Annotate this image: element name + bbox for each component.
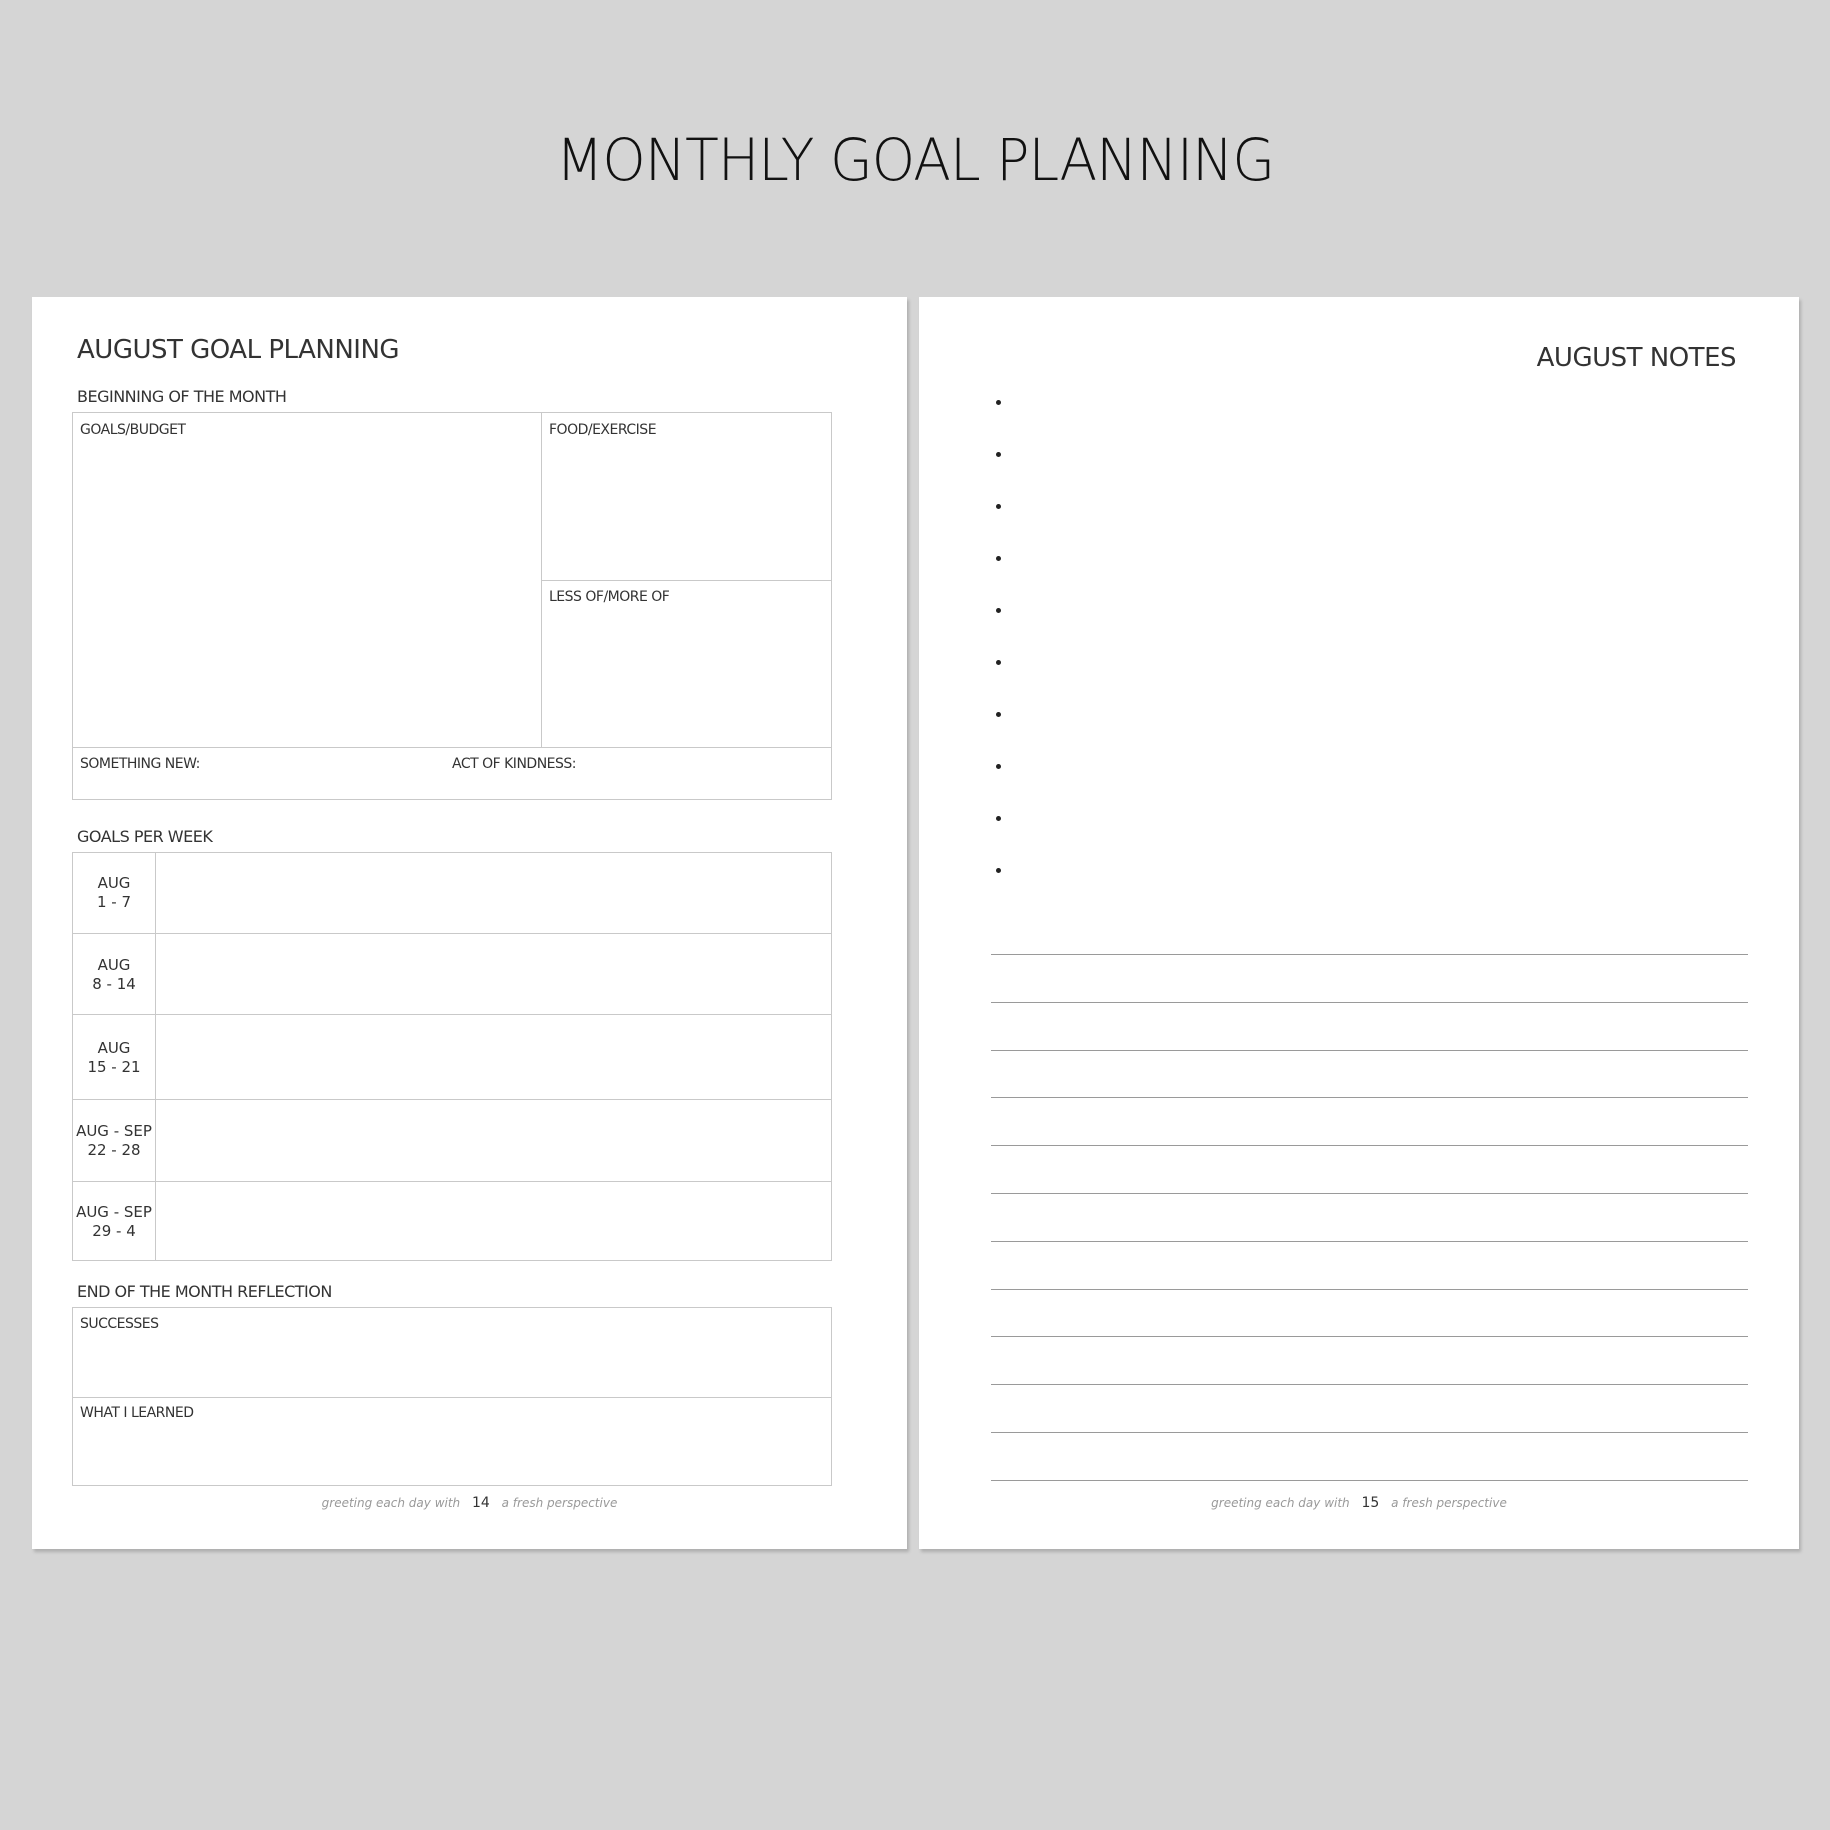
beginning-section-label: BEGINNING OF THE MONTH (77, 387, 287, 406)
reflection-divider (73, 1397, 831, 1398)
page-number: 15 (1361, 1495, 1380, 1511)
week-month: AUG (97, 874, 131, 892)
table-row (73, 1014, 831, 1100)
page-title: AUGUST GOAL PLANNING (77, 335, 400, 365)
note-line (991, 954, 1748, 955)
notes-title: AUGUST NOTES (1536, 343, 1736, 373)
bullet-point (996, 556, 1001, 561)
goals-per-week-label: GOALS PER WEEK (77, 827, 213, 846)
week-label (73, 1182, 156, 1261)
note-line (991, 1241, 1748, 1242)
reflection-section-label: END OF THE MONTH REFLECTION (77, 1282, 332, 1301)
note-line (991, 1289, 1748, 1290)
footer-text-left: greeting each day with (1211, 1496, 1350, 1510)
reflection-box (72, 1307, 832, 1486)
bullet-point (996, 400, 1001, 405)
week-label (73, 934, 156, 1015)
page-number: 14 (471, 1495, 490, 1511)
weeks-table (72, 852, 832, 1261)
table-row (73, 1099, 831, 1182)
week-days: 8 - 14 (92, 974, 136, 993)
note-line (991, 1384, 1748, 1385)
footer-text-left: greeting each day with (321, 1496, 461, 1510)
goals-budget-label: GOALS/BUDGET (80, 422, 186, 438)
table-row (73, 1181, 831, 1261)
page-footer (919, 1495, 1799, 1511)
bullet-point (996, 660, 1001, 665)
bullet-point (996, 764, 1001, 769)
beginning-box (72, 412, 832, 800)
bullet-point (996, 452, 1001, 457)
page-footer (32, 1495, 907, 1511)
note-line (991, 1432, 1748, 1433)
less-more-label: LESS OF/MORE OF (549, 589, 670, 605)
note-line (991, 1050, 1748, 1051)
week-month: AUG (97, 955, 131, 974)
successes-label: SUCCESSES (80, 1316, 159, 1332)
bullet-point (996, 712, 1001, 717)
footer-text-right: a fresh perspective (1391, 1496, 1507, 1510)
footer-text-right: a fresh perspective (501, 1496, 618, 1510)
week-label (73, 853, 156, 933)
week-days: 15 - 21 (87, 1057, 141, 1076)
week-month: AUG (97, 1038, 131, 1057)
week-month: AUG - SEP (76, 1202, 152, 1221)
bottom-divider (73, 747, 831, 748)
note-line (991, 1097, 1748, 1098)
week-label (73, 1015, 156, 1100)
bullet-point (996, 816, 1001, 821)
week-days: 29 - 4 (92, 1221, 136, 1240)
note-line (991, 1145, 1748, 1146)
note-line (991, 1480, 1748, 1481)
bullet-point (996, 608, 1001, 613)
left-page (32, 297, 907, 1549)
week-label (73, 1100, 156, 1182)
what-i-learned-label: WHAT I LEARNED (80, 1405, 194, 1421)
week-days: 1 - 7 (96, 893, 132, 911)
note-line (991, 1002, 1748, 1003)
bullet-point (996, 504, 1001, 509)
week-days: 22 - 28 (87, 1141, 141, 1159)
main-title: MONTHLY GOAL PLANNING (555, 126, 1275, 194)
right-page (919, 297, 1799, 1549)
table-row (73, 853, 831, 933)
food-exercise-label: FOOD/EXERCISE (549, 422, 657, 438)
week-month: AUG - SEP (76, 1122, 152, 1140)
note-line (991, 1336, 1748, 1337)
act-of-kindness-label: ACT OF KINDNESS: (452, 756, 577, 772)
bullet-point (996, 868, 1001, 873)
something-new-label: SOMETHING NEW: (80, 756, 200, 772)
note-line (991, 1193, 1748, 1194)
horizontal-divider (541, 580, 831, 581)
table-row (73, 933, 831, 1015)
